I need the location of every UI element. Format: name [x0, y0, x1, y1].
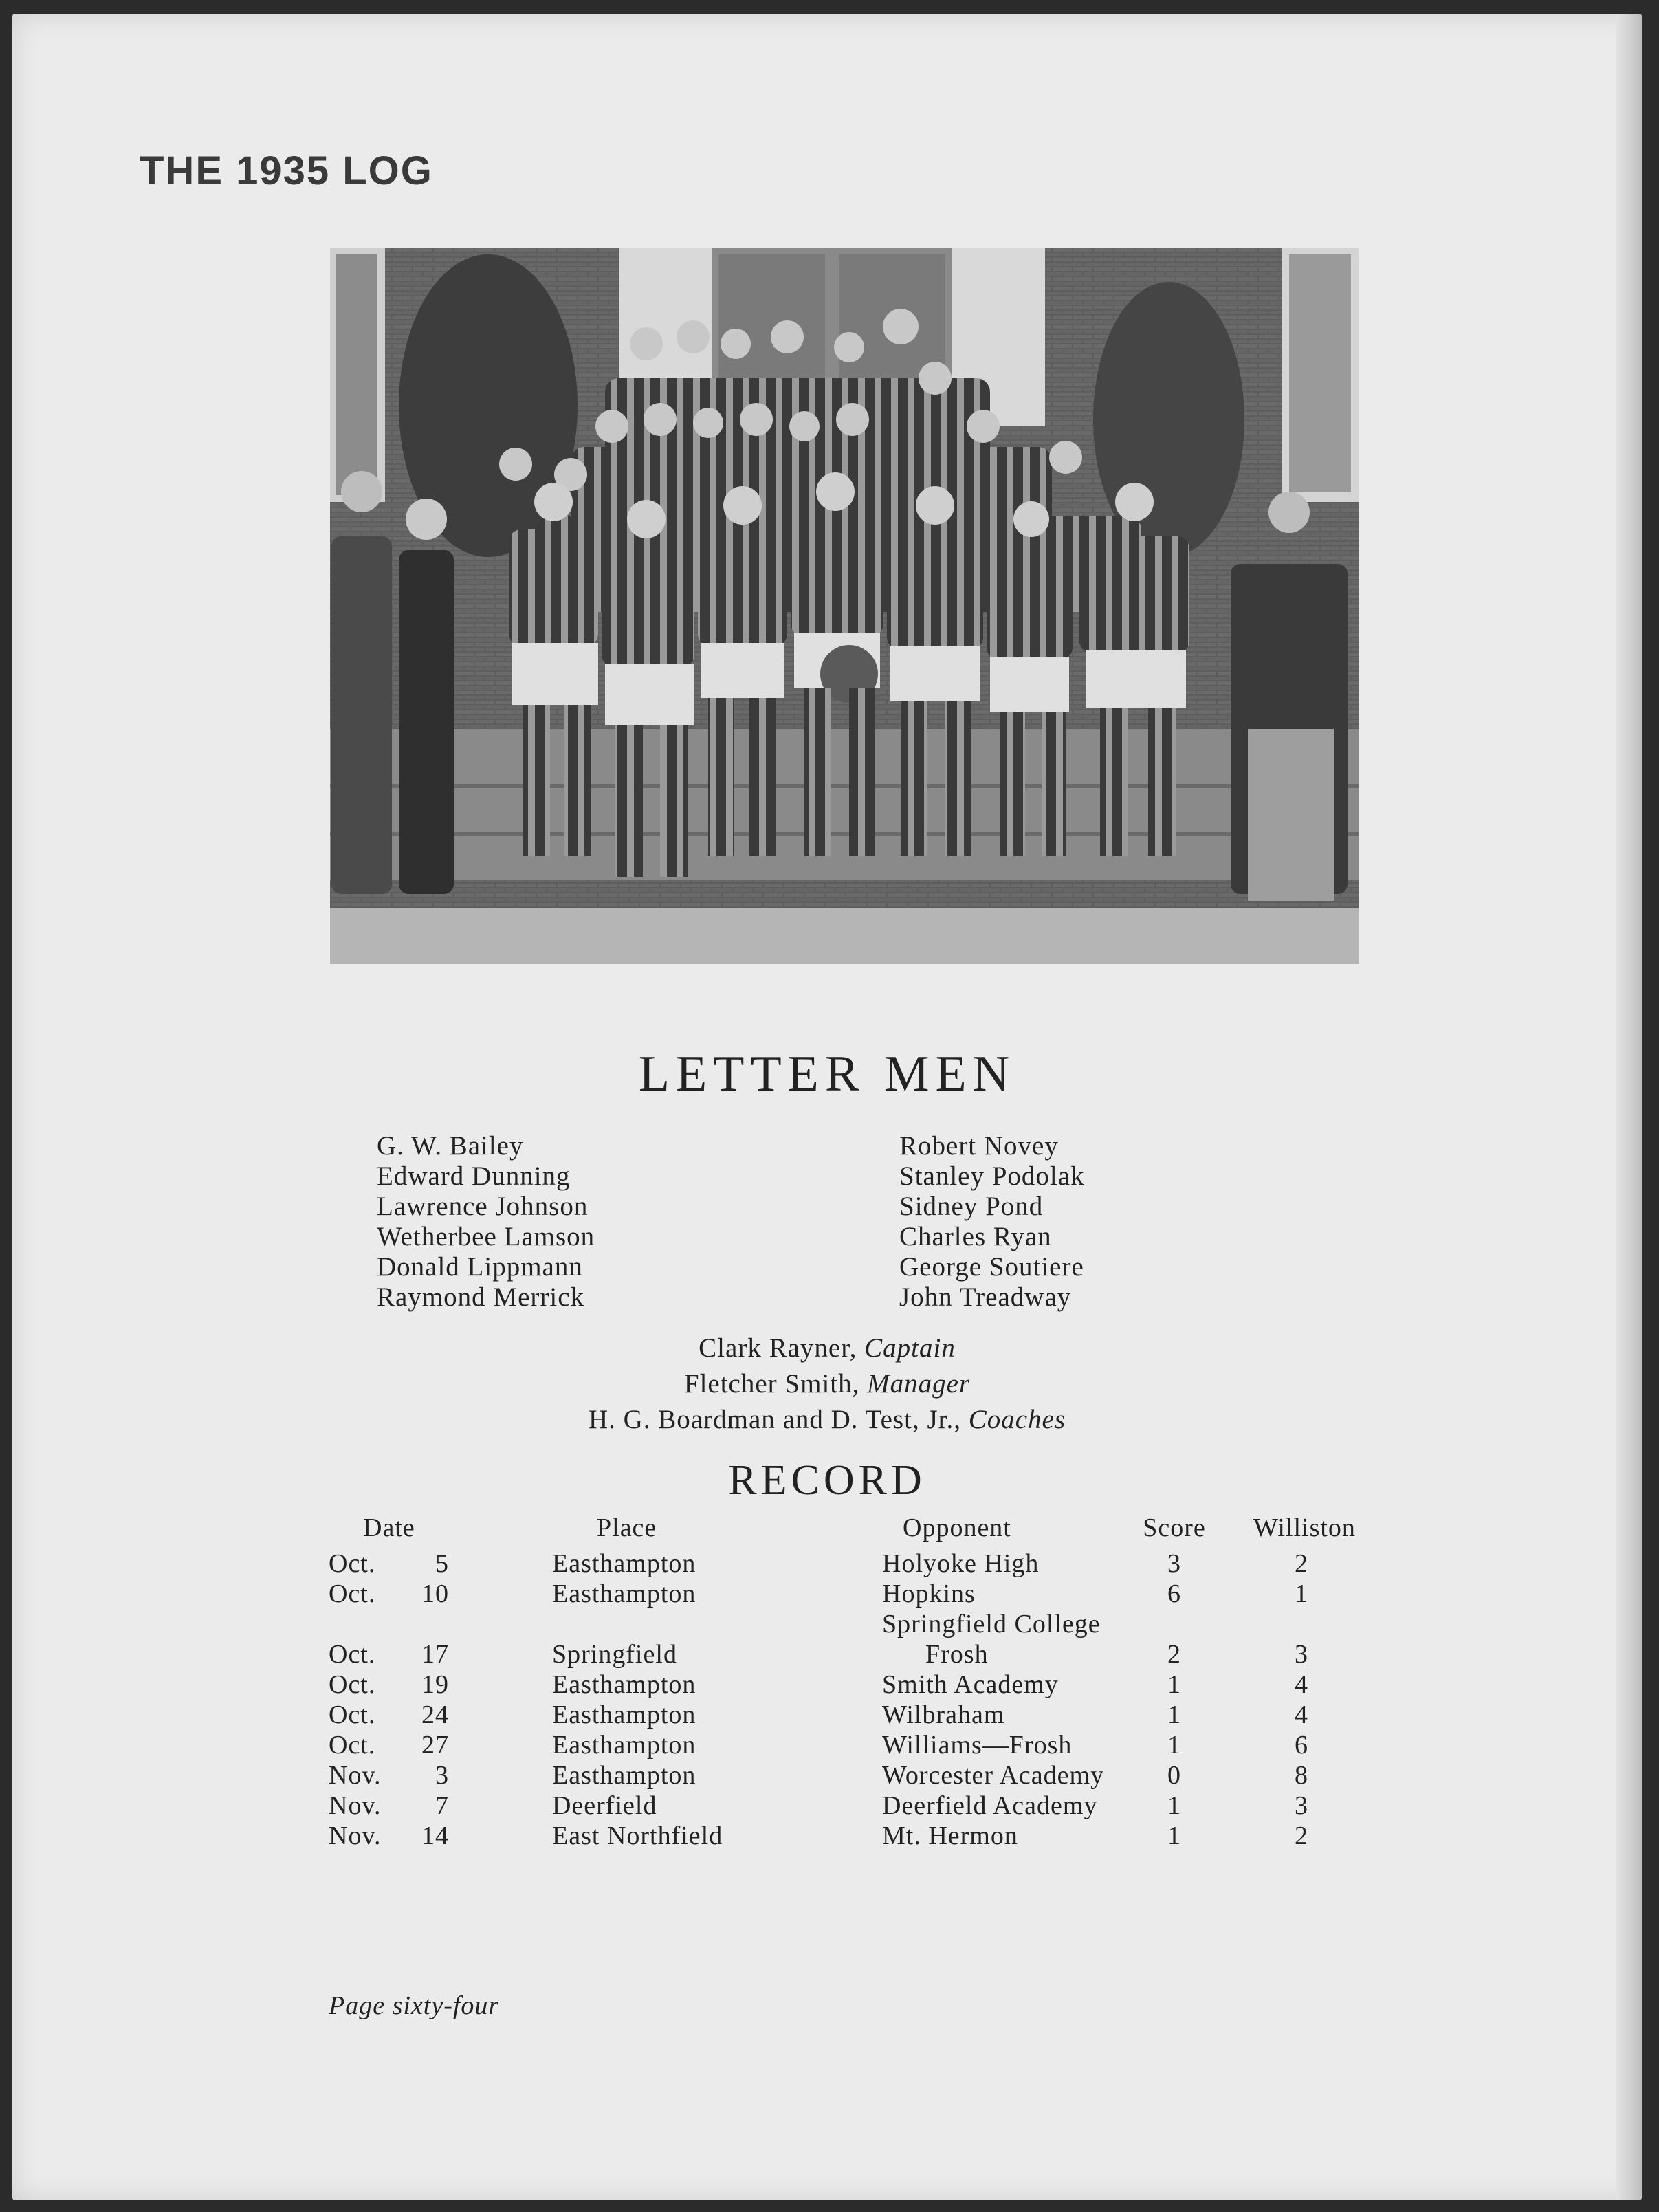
captain-line [12, 1331, 1642, 1366]
cell-day: 3 [435, 1761, 449, 1790]
cell-month: Oct. [329, 1579, 376, 1608]
letter-man: Stanley Podolak [899, 1161, 1085, 1191]
letter-man: Donald Lippmann [377, 1252, 583, 1282]
page-edge [1616, 14, 1642, 2200]
letter-men-left-column [377, 1131, 595, 1313]
cell-score: 3 [1167, 1549, 1181, 1578]
cell-place: Deerfield [552, 1791, 657, 1820]
officer-name: Fletcher Smith, [683, 1369, 860, 1399]
officer-role: Coaches [968, 1405, 1066, 1434]
letter-man: Raymond Merrick [377, 1282, 585, 1312]
letter-men-right-column [899, 1131, 1085, 1313]
letter-man: Sidney Pond [899, 1192, 1044, 1221]
team-photo-illustration [330, 248, 1359, 964]
cell-opponent: Frosh [882, 1640, 989, 1669]
letter-man: Wetherbee Lamson [377, 1222, 595, 1251]
cell-score: 1 [1167, 1700, 1181, 1729]
cell-month: Oct. [329, 1731, 376, 1760]
team-officers [12, 1331, 1642, 1438]
letter-man: George Soutiere [899, 1252, 1084, 1282]
cell-williston: 2 [1295, 1549, 1308, 1578]
cell-place: Easthampton [552, 1761, 696, 1790]
cell-opponent: Hopkins [882, 1579, 976, 1608]
officer-name: H. G. Boardman and D. Test, Jr., [588, 1405, 961, 1434]
column-header-williston: Williston [1253, 1513, 1356, 1542]
cell-score: 2 [1167, 1640, 1181, 1669]
cell-score: 0 [1167, 1761, 1181, 1790]
cell-score: 1 [1167, 1791, 1181, 1820]
cell-day: 7 [435, 1791, 449, 1820]
cell-day: 24 [421, 1700, 449, 1729]
cell-williston: 3 [1295, 1640, 1308, 1669]
cell-day: 14 [421, 1821, 449, 1850]
cell-score: 1 [1167, 1670, 1181, 1699]
cell-williston: 3 [1295, 1791, 1308, 1820]
column-header-date: Date [363, 1513, 415, 1542]
cell-month: Nov. [329, 1761, 382, 1790]
cell-month: Nov. [329, 1821, 382, 1850]
cell-williston: 1 [1295, 1579, 1308, 1608]
cell-place: Easthampton [552, 1670, 696, 1699]
cell-month: Oct. [329, 1670, 376, 1699]
cell-opponent: Mt. Hermon [882, 1821, 1018, 1850]
letter-man: Edward Dunning [377, 1161, 571, 1191]
section-title-record: RECORD [728, 1457, 926, 1504]
cell-month: Oct. [329, 1700, 376, 1729]
cell-opponent: Williams—Frosh [882, 1731, 1073, 1760]
coaches-line [12, 1402, 1642, 1438]
letter-man: G. W. Bailey [377, 1131, 524, 1161]
letter-man: Lawrence Johnson [377, 1192, 589, 1221]
cell-day: 5 [435, 1549, 449, 1578]
cell-place: Easthampton [552, 1700, 696, 1729]
cell-opponent: Smith Academy [882, 1670, 1059, 1699]
team-photo [330, 248, 1359, 964]
cell-day: 27 [421, 1731, 449, 1760]
cell-score: 1 [1167, 1821, 1181, 1850]
cell-williston: 4 [1295, 1700, 1308, 1729]
section-title-letter-men: LETTER MEN [638, 1046, 1016, 1102]
cell-month: Nov. [329, 1791, 382, 1820]
column-header-place: Place [597, 1513, 657, 1542]
cell-day: 17 [421, 1640, 449, 1669]
cell-day: 10 [421, 1579, 449, 1608]
manager-line [12, 1366, 1642, 1402]
cell-opponent: Deerfield Academy [882, 1791, 1098, 1820]
column-header-opponent: Opponent [903, 1513, 1011, 1542]
letter-man: Charles Ryan [899, 1222, 1052, 1251]
cell-day: 19 [421, 1670, 449, 1699]
cell-opponent: Worcester Academy [882, 1761, 1105, 1790]
cell-williston: 4 [1295, 1670, 1308, 1699]
cell-month: Oct. [329, 1640, 376, 1669]
cell-month: Oct. [329, 1549, 376, 1578]
cell-place: Easthampton [552, 1549, 696, 1578]
cell-score: 6 [1167, 1579, 1181, 1608]
cell-place: Easthampton [552, 1731, 696, 1760]
letter-man: John Treadway [899, 1282, 1072, 1312]
cell-williston: 8 [1295, 1761, 1308, 1790]
cell-opponent: Holyoke High [882, 1549, 1040, 1578]
cell-place: Springfield [552, 1640, 677, 1669]
page-header: THE 1935 LOG [140, 149, 433, 193]
officer-name: Clark Rayner, [699, 1333, 857, 1363]
cell-williston: 2 [1295, 1821, 1308, 1850]
cell-score: 1 [1167, 1731, 1181, 1760]
letter-man: Robert Novey [899, 1131, 1059, 1161]
cell-place: Easthampton [552, 1579, 696, 1608]
page-number: Page sixty-four [329, 1991, 500, 2020]
cell-williston: 6 [1295, 1731, 1308, 1760]
cell-place: East Northfield [552, 1821, 723, 1850]
cell-opponent: Springfield College [882, 1610, 1101, 1639]
cell-opponent: Wilbraham [882, 1700, 1005, 1729]
yearbook-page [12, 14, 1642, 2200]
column-header-score: Score [1143, 1513, 1206, 1542]
officer-role: Captain [864, 1333, 956, 1363]
officer-role: Manager [867, 1369, 971, 1399]
